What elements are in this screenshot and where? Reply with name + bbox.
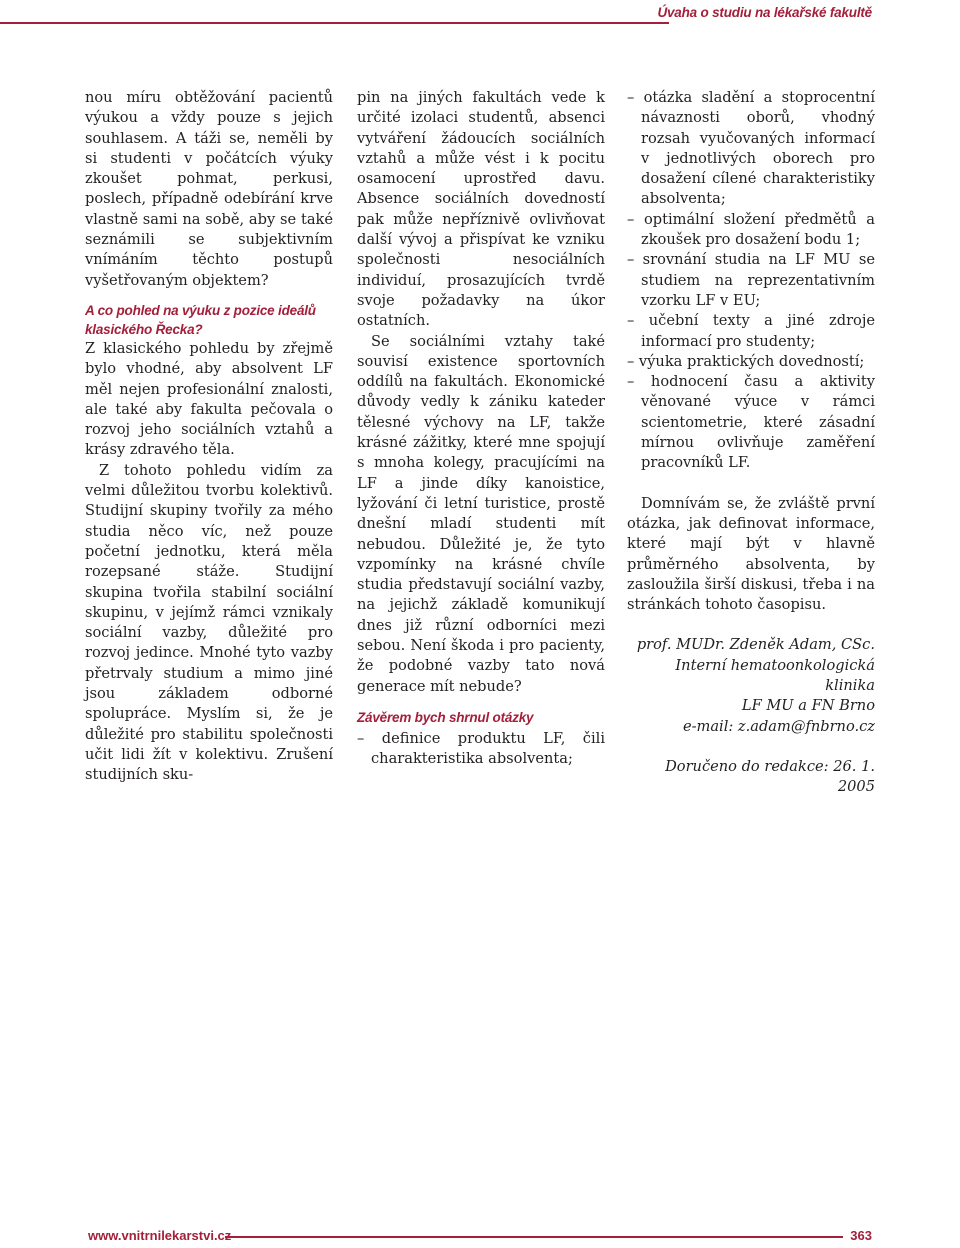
footer-rule: [225, 1236, 843, 1238]
page-number: 363: [850, 1228, 872, 1243]
list-item: – výuka praktických dovedností;: [627, 352, 865, 370]
header-rule: [0, 22, 669, 24]
author-name: prof. MUDr. Zdeněk Adam, CSc.: [636, 636, 875, 654]
author-institution: Interní hematoonkologická klinika: [675, 656, 875, 695]
closing-paragraph: Domnívám se, že zvláště první otázka, jak definovat informace, které mají být v hlavně průměrného absolventa, by zasloužila širší diskusi, třeba i na stránkách tohoto časopisu.: [627, 494, 875, 614]
author-affiliation: LF MU a FN Brno: [741, 697, 875, 715]
section-heading: Závěrem bych shrnul otázky: [357, 709, 534, 725]
list-item: – učební texty a jiné zdroje informací pro studenty;: [627, 312, 875, 350]
website-link[interactable]: www.vnitrnilekarstvi.cz: [88, 1228, 232, 1243]
article-column-2: [357, 88, 605, 770]
running-title: Úvaha o studiu na lékařské fakultě: [657, 5, 872, 20]
list-item: – srovnání studia na LF MU se studiem na reprezentativním vzorku LF v EU;: [627, 251, 875, 309]
paragraph: Se sociálními vztahy také souvisí existence sportovních oddílů na fakultách. Ekonomické důvody vedly k zániku kateder tělesné výchovy na LF, takže krásné zážitky, které mne spojují s mnoha kolegy, pracujícími na LF a jinde díky kanoistice, lyžování či letní turistice, prostě dnešní mladí studenti mít nebudou. Důležité je, že tyto vzpomínky na krásné chvíle studia představují sociální vazby, na jejichž základě komunikují dnes již různí odborníci mezi sebou. Není škoda i pro pacienty, že podobné vazby tato nová generace mít nebude?: [357, 332, 605, 695]
list-item: – otázka sladění a stoprocentní návaznosti oborů, vhodný rozsah vyučovaných informací v jednotlivých oborech pro dosažení cílené charakteristiky absolventa;: [627, 89, 875, 208]
list-item: – optimální složení předmětů a zkoušek pro dosažení bodu 1;: [627, 210, 875, 249]
received-date: Doručeno do redakce: 26. 1. 2005: [665, 757, 875, 796]
list-item: – hodnocení času a aktivity věnované výuce v rámci scientometrie, které zásadní mírnou ovlivňuje zaměření pracovníků LF.: [627, 373, 875, 472]
paragraph: pin na jiných fakultách vede k určité izolaci studentů, absenci vytváření žádoucích sociálních vztahů a může vést i k pocitu osamocení uprostřed davu. Absence sociálních dovedností pak může nepříznivě ovlivňovat další vývoj a přispívat ke vzniku společnosti nesociálních individuí, prosazujících tvrdě svoje požadavky na úkor ostatních.: [357, 89, 605, 330]
author-email: e-mail: z.adam@fnbrno.cz: [682, 717, 875, 735]
author-signature: [627, 635, 875, 736]
article-column-1: [85, 88, 333, 786]
paragraph: Z klasického pohledu by zřejmě bylo vhodné, aby absolvent LF měl nejen profesionální znalosti, ale také aby fakulta pečovala o rozvoj jeho sociálních vztahů a krásy zdravého těla.: [85, 339, 333, 459]
article-column-3: [627, 88, 875, 798]
paragraph: Z tohoto pohledu vidím za velmi důležitou tvorbu kolektivů. Studijní skupiny tvořily za mého studia něco víc, než pouze početní jednotku, která měla rozepsané stáže. Studijní skupina tvořila stabilní sociální skupinu, v jejímž rámci vznikaly sociální vazby, důležité pro rozvoj jedince. Mnohé tyto vazby přetrvaly studium a mimo jiné jsou základem odborné spolupráce. Myslím si, že je důležité pro stabilitu společnosti učit lidi žít v kolektivu. Zrušení studijních sku-: [85, 461, 333, 784]
section-heading: A co pohled na výuku z pozice ideálů klasického Řecka?: [85, 302, 316, 337]
paragraph: nou míru obtěžování pacientů výukou a vždy pouze s jejich souhlasem. A táži se, neměli by si studenti v počátcích výuky zkoušet pohmat, perkusi, poslech, případně odebírání krve vlastně sami na sobě, aby se také seznámili se subjektivním vnímáním těchto postupů vyšetřovaným objektem?: [85, 89, 333, 289]
list-item: – definice produktu LF, čili charakteristika absolventa;: [357, 729, 605, 768]
